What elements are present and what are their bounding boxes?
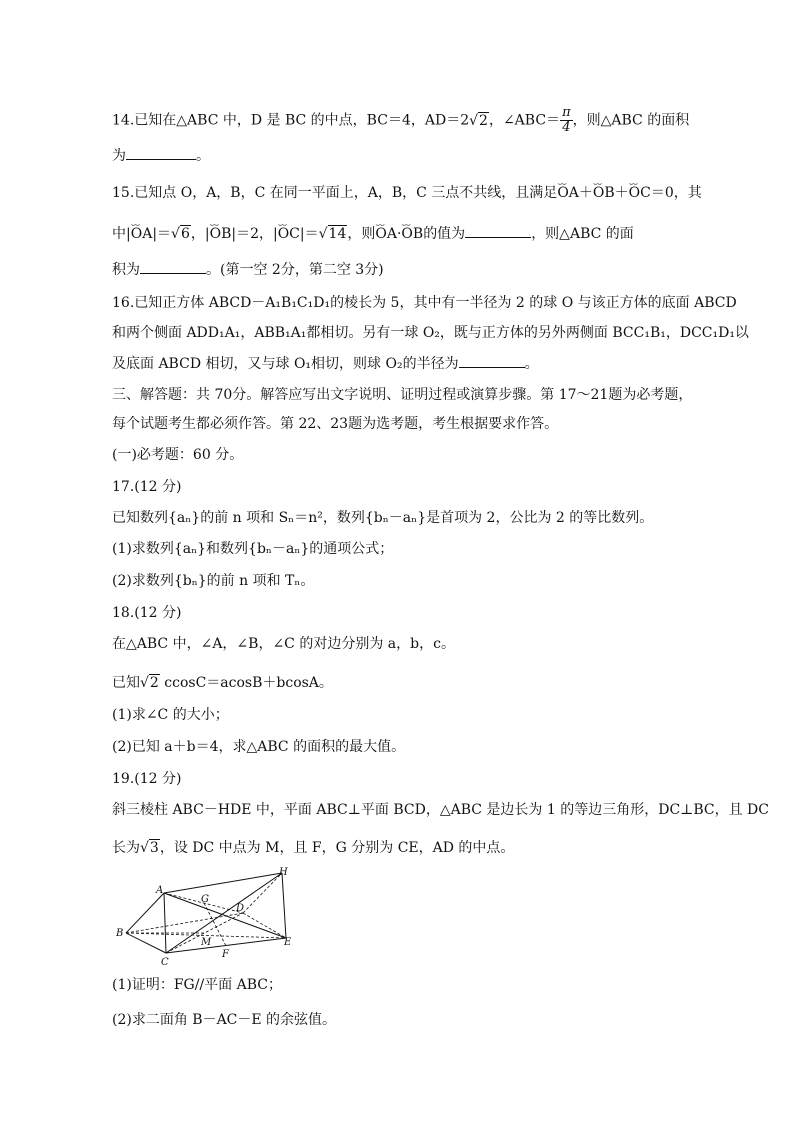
q19-text: ，设 DC 中点为 M，且 F，G 分别为 CE，AD 的中点。 bbox=[159, 840, 515, 856]
q15-line2 bbox=[112, 223, 634, 244]
q14-frac-den: 4 bbox=[562, 120, 571, 135]
q17-heading: 17.(12 分) bbox=[112, 479, 182, 495]
vector-ob: ⌣⌣ OB bbox=[401, 224, 423, 244]
vector-oa: ⌣⌣ OA bbox=[375, 224, 397, 244]
edge-bc bbox=[126, 933, 166, 953]
dot-operator: · bbox=[396, 226, 402, 242]
q15-answer-blank-2[interactable] bbox=[140, 259, 206, 274]
q15-text: 中| bbox=[112, 226, 131, 242]
q18-part1: (1)求∠C 的大小； bbox=[112, 707, 229, 723]
q15-text: ，| bbox=[190, 226, 210, 242]
sqrt-value: 3 bbox=[149, 840, 159, 856]
q18-part2: (2)已知 a＋b＝4，求△ABC 的面积的最大值。 bbox=[112, 739, 406, 755]
label-f: F bbox=[222, 949, 229, 960]
vector-oa: ⌣⌣ OA bbox=[131, 224, 153, 244]
q15-text: 积为 bbox=[112, 262, 140, 278]
vector-ob: ⌣⌣ OB bbox=[210, 224, 232, 244]
plus-sign: ＋ bbox=[578, 185, 593, 201]
line-ae bbox=[164, 893, 286, 938]
vector-oc: ⌣⌣ OC bbox=[278, 224, 300, 244]
plus-sign: ＋ bbox=[614, 185, 629, 201]
q14-text-a: 14.已知在△ABC 中，D 是 BC 的中点，BC＝4，AD＝2 bbox=[112, 112, 470, 129]
label-c: C bbox=[161, 957, 169, 966]
vector-oc: ⌣⌣ OC bbox=[629, 183, 651, 203]
sqrt-value: 14 bbox=[328, 226, 347, 242]
label-g: G bbox=[201, 894, 209, 905]
q18-condition bbox=[112, 673, 333, 693]
sqrt-value: 2 bbox=[149, 675, 159, 691]
q15-line1 bbox=[112, 183, 702, 203]
q18-text: 已知 bbox=[112, 675, 140, 691]
section-heading-line2: 每个试题考生都必须作答。第 22、23题为选考题，考生根据要求作答。 bbox=[112, 416, 559, 432]
edge-he bbox=[282, 873, 286, 938]
edge-de bbox=[243, 913, 286, 938]
q15-text: |＝2，| bbox=[231, 226, 278, 242]
q16-text: 。 bbox=[524, 356, 539, 372]
sqrt-symbol: √2 bbox=[469, 112, 488, 129]
q17-part2: (2)求数列{bₙ}的前 n 项和 Tₙ。 bbox=[112, 573, 315, 589]
q16-line1: 16.已知正方体 ABCD－A₁B₁C₁D₁的棱长为 5，其中有一半径为 2 的球 O 与该正方体的底面 ABCD bbox=[112, 295, 737, 311]
label-e: E bbox=[284, 937, 292, 948]
q14-answer-blank[interactable] bbox=[126, 145, 196, 160]
q18-stem: 在△ABC 中，∠A，∠B，∠C 的对边分别为 a，b，c。 bbox=[112, 636, 455, 652]
label-d: D bbox=[236, 903, 245, 914]
q15-line3 bbox=[112, 259, 384, 280]
q16-answer-blank[interactable] bbox=[459, 353, 525, 368]
q18-text: ccosC＝acosB＋bcosA。 bbox=[159, 675, 333, 691]
section-subheading: (一)必考题：60 分。 bbox=[112, 447, 244, 463]
edge-ab bbox=[126, 893, 164, 933]
edge-bd bbox=[126, 913, 243, 933]
vector-oa: ⌣⌣ OA bbox=[557, 183, 579, 203]
q14-frac-num: π bbox=[562, 105, 571, 120]
q16-text: 及底面 ABCD 相切，又与球 O₁相切，则球 O₂的半径为 bbox=[112, 356, 459, 372]
q15-text: 。(第一空 2分，第二空 3分) bbox=[206, 262, 384, 278]
q14-sqrt-value: 2 bbox=[479, 112, 488, 129]
sqrt-value: 6 bbox=[180, 226, 190, 242]
label-b: B bbox=[116, 928, 124, 939]
sqrt-symbol: √14 bbox=[318, 226, 347, 242]
q15-text: |＝ bbox=[152, 226, 172, 242]
q14-line1 bbox=[112, 106, 689, 135]
section-heading-line1: 三、解答题：共 70分。解答应写出文字说明、证明过程或演算步骤。第 17～21题为必考题， bbox=[112, 387, 693, 403]
q19-part1: (1)证明：FG//平面 ABC； bbox=[112, 977, 282, 993]
prism-figure bbox=[112, 866, 292, 966]
q19-part2: (2)求二面角 B－AC－E 的余弦值。 bbox=[112, 1012, 337, 1028]
sqrt-symbol: √6 bbox=[171, 226, 190, 242]
label-h: H bbox=[279, 867, 288, 878]
q15-text: 的值为 bbox=[423, 226, 466, 242]
q18-heading: 18.(12 分) bbox=[112, 605, 182, 621]
q17-stem: 已知数列{aₙ}的前 n 项和 Sₙ＝n²，数列{bₙ－aₙ}是首项为 2，公比为 2 的等比数列。 bbox=[112, 510, 654, 526]
q15-text-b: ＝0，其 bbox=[650, 185, 702, 201]
label-a: A bbox=[156, 885, 164, 896]
edge-ac bbox=[164, 893, 166, 953]
q16-line2: 和两个侧面 ADD₁A₁，ABB₁A₁都相切。另有一球 O₂，既与正方体的另外两侧面 BCC₁B₁，DCC₁D₁以 bbox=[112, 325, 749, 341]
label-m: M bbox=[201, 937, 212, 948]
sqrt-symbol: √2 bbox=[140, 675, 159, 691]
q19-text: 长为 bbox=[112, 840, 140, 856]
q14-line2-pre: 为 bbox=[112, 148, 126, 164]
vector-ob: ⌣⌣ OB bbox=[593, 183, 615, 203]
q15-text: |＝ bbox=[299, 226, 319, 242]
q14-fraction bbox=[560, 106, 573, 135]
q14-text-b: ，∠ABC＝ bbox=[488, 112, 561, 129]
q14-line2 bbox=[112, 145, 210, 166]
q15-text: ，则△ABC 的面 bbox=[531, 226, 634, 242]
q19-stem-line2 bbox=[112, 838, 514, 858]
q14-line2-post: 。 bbox=[196, 148, 210, 164]
q14-text-c: ，则△ABC 的面积 bbox=[572, 112, 690, 129]
edge-ah bbox=[164, 873, 282, 893]
q15-text: ，则 bbox=[347, 226, 376, 242]
q19-stem-line1: 斜三棱柱 ABC－HDE 中，平面 ABC⊥平面 BCD，△ABC 是边长为 1 的等边三角形，DC⊥BC，且 DC bbox=[112, 802, 769, 818]
q16-line3 bbox=[112, 353, 539, 374]
sqrt-symbol: √3 bbox=[140, 840, 159, 856]
q15-text-a: 15.已知点 O，A，B，C 在同一平面上，A，B，C 三点不共线，且满足 bbox=[112, 185, 558, 201]
q17-part1: (1)求数列{aₙ}和数列{bₙ－aₙ}的通项公式； bbox=[112, 541, 394, 557]
q15-answer-blank-1[interactable] bbox=[465, 223, 531, 238]
q19-heading: 19.(12 分) bbox=[112, 771, 182, 787]
